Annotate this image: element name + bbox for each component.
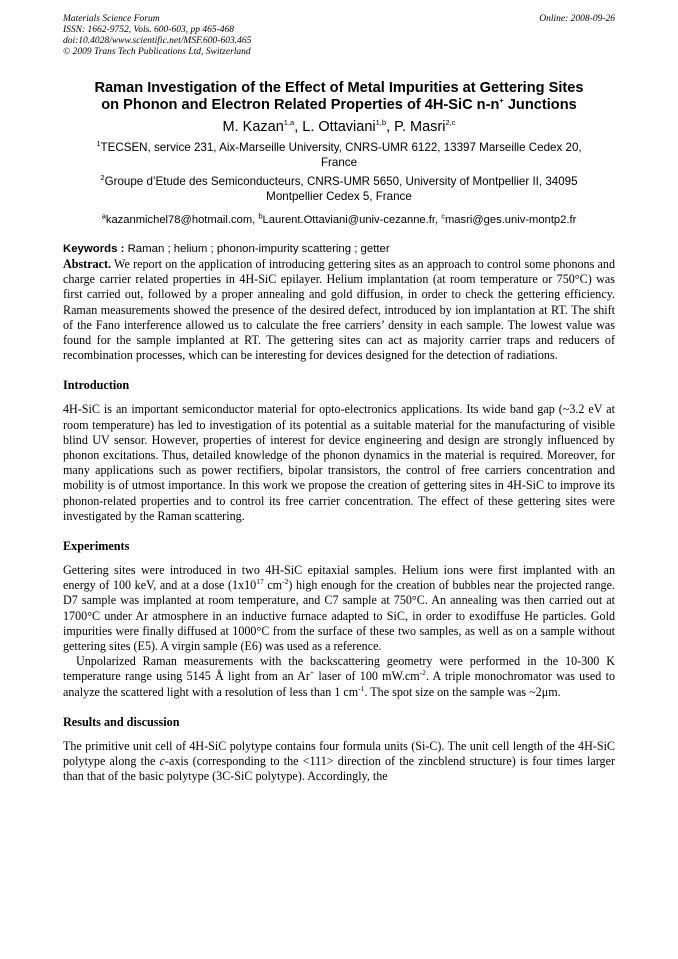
copyright: © 2009 Trans Tech Publications Ltd, Switzerland [63, 47, 251, 57]
keywords [63, 242, 615, 257]
author-emails: $^a$kazanmichel78@hotmail.com, $^b$Laurent.Ottaviani@univ-cezanne.fr, $^c$masri@ges.univ-montp2.fr [101, 211, 577, 226]
doi: doi:10.4028/www.scientific.net/MSF.600-603.465 [63, 36, 252, 46]
results-heading: Results and discussion [63, 714, 180, 729]
experiments-heading: Experiments [63, 539, 130, 554]
issn: ISSN: 1662-9752, Vols. 600-603, pp 465-468 [63, 25, 234, 35]
author-2: L. Ottaviani [302, 119, 376, 135]
abstract-label: Abstract. [63, 257, 112, 271]
journal-header [63, 14, 615, 58]
paper-title [63, 80, 615, 114]
affiliation-2: $^2$Groupe d’Etude des Semiconducteurs, CNRS-UMR 5650, University of Montpellier II, 34095 Montpellier Cedex 5, France [100, 173, 578, 203]
keywords-text: Raman ; helium ; phonon-impurity scattering ; getter [124, 243, 390, 255]
email-b[interactable]: Laurent.Ottaviani@univ-cezanne.fr, [262, 214, 442, 226]
paper-page [63, 14, 615, 784]
abstract [63, 257, 615, 363]
affiliation-1: $^1$TECSEN, service 231, Aix-Marseille University, CNRS-UMR 6122, 13397 Marseille Cedex 20, France [96, 139, 582, 169]
title-line-1: Raman Investigation of the Effect of Metal Impurities at Gettering Sites [94, 80, 584, 96]
title-line-2: on Phonon and Electron Related Properties of 4H-SiC n-n+ Junctions [101, 96, 577, 113]
journal-name: Materials Science Forum [63, 14, 160, 24]
results-text: The primitive unit cell of 4H-SiC polytype contains four formula units (Si-C). The unit cell length of the 4H-SiC polytype along the c-axis (corresponding to the <111> direction of the zincblend structure) is four times larger than that of the basic polytype (3C-SiC polytype). Accordingly, the [63, 738, 615, 784]
author-1: M. Kazan [222, 119, 284, 135]
introduction-heading: Introduction [63, 378, 130, 393]
email-a[interactable]: kazanmichel78@hotmail.com, [105, 214, 259, 226]
author-3: P. Masri [394, 119, 446, 135]
abstract-text: We report on the application of introducing gettering sites as an approach to control some phonons and charge carrier related properties in 4H-SiC epilayer. Helium implantation (at room temperature or 750°C) was first carried out, followed by a proper annealing and gold diffusion, in order to check the gettering efficiency. Raman measurements showed the presence of the desired defect, introduced by ion implantation at RT. The shift of the Fano interference allowed us to calculate the free carriers’ density in each sample. The lowest value was found for the sample implanted at RT. The gettering sites can act as majority carrier traps and reducers of recombination processes, which can be interesting for devices designed for the detection of radiations. [63, 257, 615, 363]
introduction-text: 4H-SiC is an important semiconductor material for opto-electronics applications. Its wide band gap (~3.2 eV at room temperature) has led to investigation of its potential as a suitable material for the manufacturing of visible blind UV sensor. However, properties of interest for device engineering and design are strongly influenced by phonon excitations. Thus, detailed knowledge of the phonon dynamics in the material is required. Moreover, for many applications such as power rectifiers, bipolar transistors, the control of free carriers concentration and mobility is of utmost importance. In this work we propose the creation of gettering sites in 4H-SiC to improve its phonon-related properties and to control its free carrier concentration. The effect of these gettering sites were investigated by the Raman scattering. [63, 402, 615, 523]
experiments-paragraph-1: Gettering sites were introduced in two 4H-SiC epitaxial samples. Helium ions were first implanted with an energy of 100 keV, and at a dose ($1x10^{17}$ $cm^{-2}$) high enough for the creation of bubbles near the projected range. D7 sample was implanted at room temperature, and C7 sample at 750°C. An annealing was then carried out at 1700°C under Ar atmosphere in an inductive furnace adapted to SiC, in order to exodiffuse He particles. Gold impurities were finally diffused at 1000°C from the surface of these two samples, as well as on a sample without gettering sites (E5). A virgin sample (E6) was used as a reference. [63, 563, 615, 654]
email-c[interactable]: masri@ges.univ-montp2.fr [444, 214, 577, 226]
experiments-paragraph-2: Unpolarized Raman measurements with the backscattering geometry were performed in the 10-300 K temperature range using 5145 Å light from an Ar+ laser of 100 $mW.cm^{-2}$. A triple monochromator was used to analyze the scattered light with a resolution of less than 1 $cm^{-1}$. The spot size on the sample was ~2μm. [63, 654, 615, 699]
online-date: Online: 2008-09-26 [539, 14, 615, 24]
keywords-label: Keywords : [63, 243, 125, 255]
author-list: M. Kazan$^{1,a}$, L. Ottaviani$^{1,b}$, P. Masri$^{2,c}$ [222, 118, 456, 135]
